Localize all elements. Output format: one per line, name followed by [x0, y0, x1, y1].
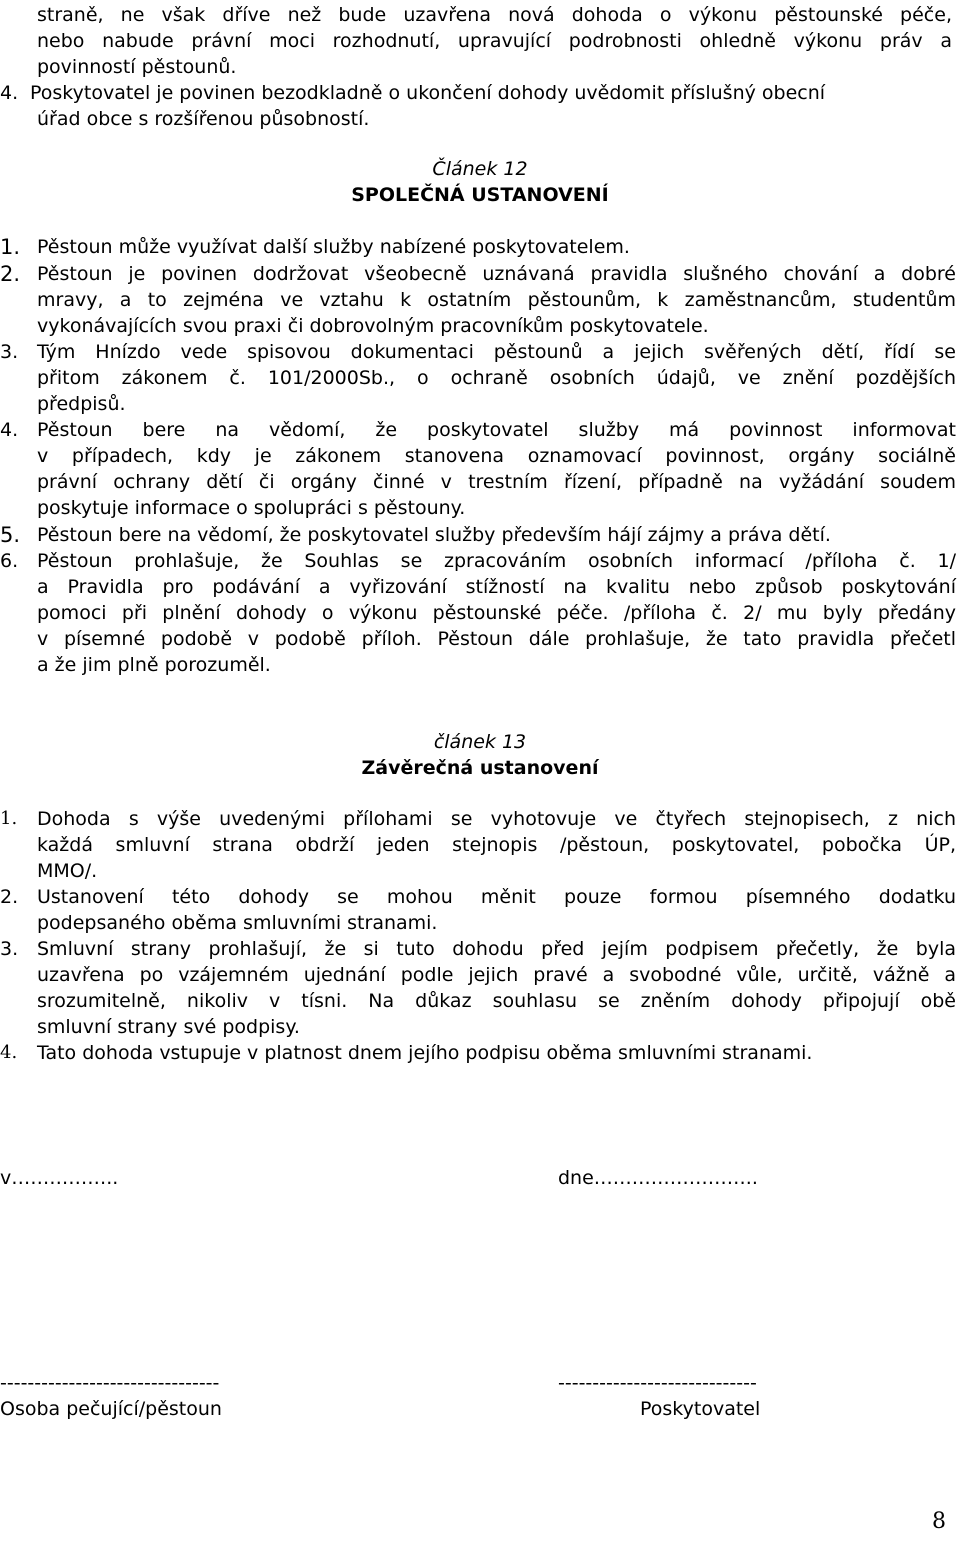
item-number: 3. [0, 341, 19, 363]
signature-line-right: ----------------------------- [558, 1372, 757, 1394]
paragraph-line: předpisů. [37, 393, 126, 415]
paragraph-line: Tým Hnízdo vede spisovou dokumentaci pěstounů a jejich svěřených dětí, řídí se [37, 341, 956, 363]
paragraph-line: poskytuje informace o spolupráci s pěstouny. [37, 497, 466, 519]
article-12-subtitle: SPOLEČNÁ USTANOVENÍ [351, 184, 609, 206]
paragraph-line: vykonávajících svou praxi či dobrovolným pracovníkům poskytovatele. [37, 315, 709, 337]
signature-label-provider: Poskytovatel [640, 1398, 761, 1420]
paragraph-line: podepsaného oběma smluvními stranami. [37, 912, 438, 934]
paragraph-line: v případech, kdy je zákonem stanovena oznamovací povinnost, orgány sociálně [37, 445, 956, 467]
paragraph-line: mravy, a to zejména ve vztahu k ostatním pěstounům, k zaměstnancům, studentům [37, 289, 956, 311]
item-number: 3. [0, 938, 19, 960]
item-number: 1. [0, 235, 21, 259]
paragraph-line: Pěstoun může využívat další služby nabízené poskytovatelem. [37, 236, 630, 258]
paragraph-line: pomoci při plnění dohody o výkonu pěstounské péče. /příloha č. 2/ mu byly předány [37, 602, 956, 624]
paragraph-line: Pěstoun bere na vědomí, že poskytovatel služby především hájí zájmy a práva dětí. [37, 524, 831, 546]
paragraph-line: Pěstoun bere na vědomí, že poskytovatel služby má povinnost informovat [37, 419, 956, 441]
article-12-title: Článek 12 [432, 158, 528, 180]
paragraph-line: Pěstoun prohlašuje, že Souhlas se zpracováním osobních informací /příloha č. 1/ [37, 550, 956, 572]
paragraph-line: Tato dohoda vstupuje v platnost dnem jejího podpisu oběma smluvními stranami. [37, 1042, 813, 1064]
article-13-subtitle: Závěrečná ustanovení [361, 757, 599, 779]
item-number: 2. [0, 886, 19, 908]
paragraph-line: Pěstoun je povinen dodržovat všeobecně uznávaná pravidla slušného chování a dobré [37, 263, 956, 285]
item-number: 5. [0, 523, 21, 547]
paragraph-line: každá smluvní strana obdrží jeden stejnopis /pěstoun, poskytovatel, pobočka ÚP, [37, 834, 956, 856]
signature-line-left: -------------------------------- [0, 1372, 220, 1394]
item-number: 4. [0, 1042, 18, 1063]
item-number: 6. [0, 550, 19, 572]
place-field: v…………….. [0, 1167, 119, 1189]
paragraph-line: Ustanovení této dohody se mohou měnit pouze formou písemného dodatku [37, 886, 956, 908]
page-number: 8 [932, 1509, 946, 1534]
paragraph-line: Smluvní strany prohlašují, že si tuto dohodu před jejím podpisem přečetly, že byla [37, 938, 956, 960]
article-13-title: článek 13 [433, 731, 527, 753]
paragraph-line: srozumitelně, nikoliv v tísni. Na důkaz souhlasu se zněním dohody připojují obě [37, 990, 956, 1012]
paragraph-line: právní ochrany dětí či orgány činné v trestním řízení, případně na vyžádání soudem [37, 471, 956, 493]
paragraph-line: nebo nabude právní moci rozhodnutí, upravující podrobnosti ohledně výkonu práv a [37, 30, 952, 52]
paragraph-line: MMO/. [37, 860, 98, 882]
item-number: 4. [0, 82, 19, 104]
paragraph-line: Dohoda s výše uvedenými přílohami se vyhotovuje ve čtyřech stejnopisech, z nich [37, 808, 956, 830]
paragraph-line: uzavřena po vzájemném ujednání podle jejich pravé a svobodné vůle, určitě, vážně a [37, 964, 956, 986]
paragraph-line: přitom zákonem č. 101/2000Sb., o ochraně osobních údajů, ve znění pozdějších [37, 367, 956, 389]
paragraph-line: a že jim plně porozuměl. [37, 654, 271, 676]
paragraph-line: straně, ne však dříve než bude uzavřena nová dohoda o výkonu pěstounské péče, [37, 4, 952, 26]
signature-label-foster-parent: Osoba pečující/pěstoun [0, 1398, 222, 1420]
item-number: 1. [0, 808, 18, 829]
paragraph-line: Poskytovatel je povinen bezodkladně o ukončení dohody uvědomit příslušný obecní [30, 82, 826, 104]
item-number: 2. [0, 262, 21, 286]
paragraph-line: a Pravidla pro podávání a vyřizování stížností na kvalitu nebo způsob poskytování [37, 576, 956, 598]
paragraph-line: povinností pěstounů. [37, 56, 237, 78]
paragraph-line: smluvní strany své podpisy. [37, 1016, 300, 1038]
paragraph-line: v písemné podobě v podobě příloh. Pěstoun dále prohlašuje, že tato pravidla přečetl [37, 628, 956, 650]
paragraph-line: úřad obce s rozšířenou působností. [37, 108, 370, 130]
item-number: 4. [0, 419, 19, 441]
date-field: dne…………………….. [558, 1167, 758, 1189]
